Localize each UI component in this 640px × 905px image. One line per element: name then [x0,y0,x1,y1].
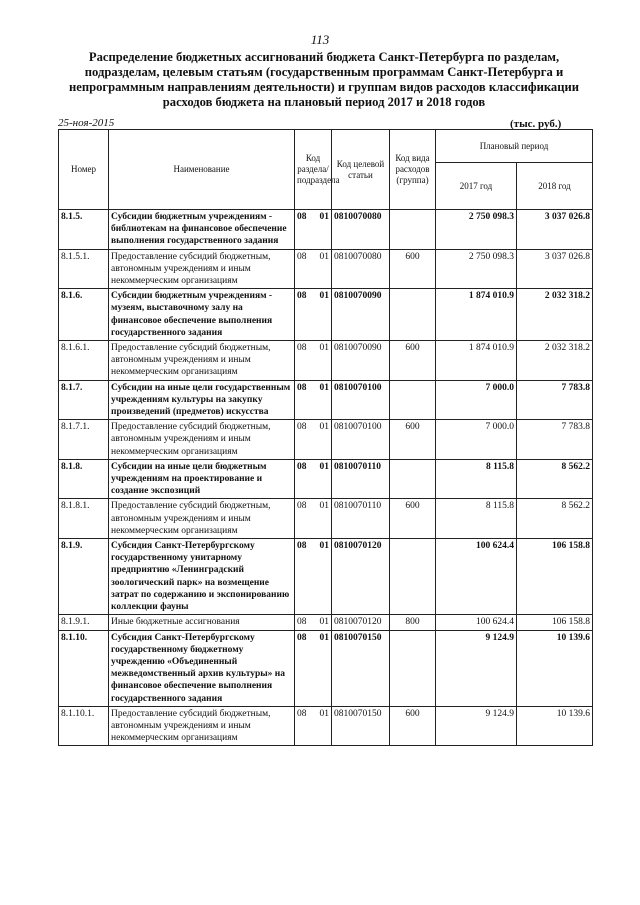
row-number: 8.1.5.1. [59,249,109,289]
row-number: 8.1.10. [59,630,109,706]
row-2017-amount: 8 115.8 [436,459,517,499]
row-number: 8.1.10.1. [59,706,109,746]
row-subsection: 01 [319,291,329,302]
row-section: 08 [297,291,307,302]
row-target-code: 0810070110 [332,499,390,539]
row-subsection: 01 [319,541,329,552]
row-group-code: 600 [390,249,436,289]
row-number: 8.1.8.1. [59,499,109,539]
row-section-code [295,420,332,460]
row-name: Предоставление субсидий бюджетным, автономным учреждениям и иным некоммерческим организациям [109,499,295,539]
row-name: Предоставление субсидий бюджетным, автономным учреждениям и иным некоммерческим организациям [109,420,295,460]
row-section: 08 [297,632,307,643]
row-group-code: 600 [390,420,436,460]
row-section-code [295,539,332,615]
row-name: Субсидии на иные цели государственным учреждениям культуры на закупку произведений (предметов) искусства [109,380,295,420]
row-2017-amount: 7 000.0 [436,420,517,460]
row-group-code [390,630,436,706]
table-row [59,380,593,420]
row-group-code: 600 [390,706,436,746]
table-row [59,289,593,341]
row-2018-amount: 106 158.8 [517,539,593,615]
row-section-code [295,380,332,420]
row-name: Субсидии на иные цели бюджетным учреждениям на проектирование и создание экспозиций [109,459,295,499]
row-section: 08 [297,541,307,552]
row-section: 08 [297,617,307,628]
table-row [59,341,593,381]
row-section-code [295,706,332,746]
row-2017-amount: 1 874 010.9 [436,341,517,381]
row-number: 8.1.7.1. [59,420,109,460]
row-target-code: 0810070080 [332,249,390,289]
header-number: Номер [59,130,109,210]
row-subsection: 01 [319,251,329,262]
row-section-code [295,341,332,381]
row-section: 08 [297,251,307,262]
table-row [59,615,593,630]
date-stamp: 25-ноя-2015 [58,117,115,129]
row-number: 8.1.9.1. [59,615,109,630]
row-2017-amount: 9 124.9 [436,630,517,706]
row-2018-amount: 8 562.2 [517,459,593,499]
row-group-code [390,210,436,250]
row-target-code: 0810070100 [332,380,390,420]
budget-table [58,129,593,746]
row-2018-amount: 3 037 026.8 [517,210,593,250]
table-row [59,210,593,250]
row-group-code: 600 [390,341,436,381]
row-2017-amount: 2 750 098.3 [436,210,517,250]
row-2018-amount: 3 037 026.8 [517,249,593,289]
row-name: Предоставление субсидий бюджетным, автономным учреждениям и иным некоммерческим организациям [109,249,295,289]
row-subsection: 01 [319,632,329,643]
header-period: Плановый период [436,130,593,163]
row-name: Субсидии бюджетным учреждениям - библиотекам на финансовое обеспечение выполнения государственного задания [109,210,295,250]
table-body [59,210,593,746]
row-number: 8.1.7. [59,380,109,420]
row-2017-amount: 100 624.4 [436,615,517,630]
row-number: 8.1.9. [59,539,109,615]
row-number: 8.1.8. [59,459,109,499]
row-subsection: 01 [319,617,329,628]
row-target-code: 0810070150 [332,706,390,746]
header-target: Код целевой статьи [332,130,390,210]
row-section: 08 [297,501,307,512]
row-subsection: 01 [319,501,329,512]
table-row [59,539,593,615]
row-subsection: 01 [319,382,329,393]
row-2017-amount: 9 124.9 [436,706,517,746]
header-2018: 2018 год [517,163,593,210]
row-section-code [295,615,332,630]
row-2017-amount: 7 000.0 [436,380,517,420]
row-number: 8.1.5. [59,210,109,250]
table-row [59,499,593,539]
table-row [59,420,593,460]
row-section-code [295,459,332,499]
row-2017-amount: 100 624.4 [436,539,517,615]
units-label: (тыс. руб.) [510,118,562,130]
row-name: Предоставление субсидий бюджетным, автономным учреждениям и иным некоммерческим организациям [109,341,295,381]
table-row [59,459,593,499]
row-section: 08 [297,343,307,354]
table-row [59,706,593,746]
row-section-code [295,249,332,289]
row-section: 08 [297,382,307,393]
row-target-code: 0810070100 [332,420,390,460]
document-title: Распределение бюджетных ассигнований бюджета Санкт-Петербурга по разделам, подразделам, целевым статьям (государственным программам Санкт-Петербурга и непрограммным направлениям деятельности) и группам видов расходов классификации расходов бюджета на плановый период 2017 и 2018 годов [69,50,579,109]
row-2018-amount: 106 158.8 [517,615,593,630]
row-target-code: 0810070090 [332,341,390,381]
row-2018-amount: 7 783.8 [517,380,593,420]
row-subsection: 01 [319,461,329,472]
header-name: Наименование [109,130,295,210]
row-2017-amount: 2 750 098.3 [436,249,517,289]
table-row [59,630,593,706]
row-target-code: 0810070110 [332,459,390,499]
row-group-code: 600 [390,499,436,539]
header-2017: 2017 год [436,163,517,210]
row-target-code: 0810070150 [332,630,390,706]
row-subsection: 01 [319,212,329,222]
row-target-code: 0810070120 [332,539,390,615]
row-2018-amount: 2 032 318.2 [517,289,593,341]
row-section-code [295,210,332,250]
row-number: 8.1.6.1. [59,341,109,381]
row-2018-amount: 7 783.8 [517,420,593,460]
row-2018-amount: 10 139.6 [517,706,593,746]
row-name: Предоставление субсидий бюджетным, автономным учреждениям и иным некоммерческим организациям [109,706,295,746]
row-group-code [390,539,436,615]
row-subsection: 01 [319,343,329,354]
row-subsection: 01 [319,422,329,433]
row-name: Субсидия Санкт-Петербургскому государственному унитарному предприятию «Ленинградский зоологический парк» на возмещение затрат по содержанию и экспонированию коллекции фауны [109,539,295,615]
row-section: 08 [297,708,307,719]
row-section-code [295,499,332,539]
row-2018-amount: 10 139.6 [517,630,593,706]
row-2018-amount: 2 032 318.2 [517,341,593,381]
row-2018-amount: 8 562.2 [517,499,593,539]
row-section: 08 [297,422,307,433]
row-target-code: 0810070090 [332,289,390,341]
row-number: 8.1.6. [59,289,109,341]
header-section: Код раздела/ подраздела [295,130,332,210]
row-section-code [295,289,332,341]
row-group-code [390,289,436,341]
row-section: 08 [297,212,307,222]
row-2017-amount: 8 115.8 [436,499,517,539]
row-group-code [390,380,436,420]
table-row [59,249,593,289]
row-group-code: 800 [390,615,436,630]
row-name: Иные бюджетные ассигнования [109,615,295,630]
row-group-code [390,459,436,499]
row-target-code: 0810070120 [332,615,390,630]
row-name: Субсидии бюджетным учреждениям - музеям, выставочному залу на финансовое обеспечение выполнения государственного задания [109,289,295,341]
row-section: 08 [297,461,307,472]
row-target-code: 0810070080 [332,210,390,250]
row-name: Субсидия Санкт-Петербургскому государственному бюджетному учреждению «Объединенный межведомственный архив культуры» на финансовое обеспечение выполнения государственного задания [109,630,295,706]
page-number: 113 [310,32,330,47]
row-subsection: 01 [319,708,329,719]
row-section-code [295,630,332,706]
row-2017-amount: 1 874 010.9 [436,289,517,341]
header-group: Код вида расходов (группа) [390,130,436,210]
